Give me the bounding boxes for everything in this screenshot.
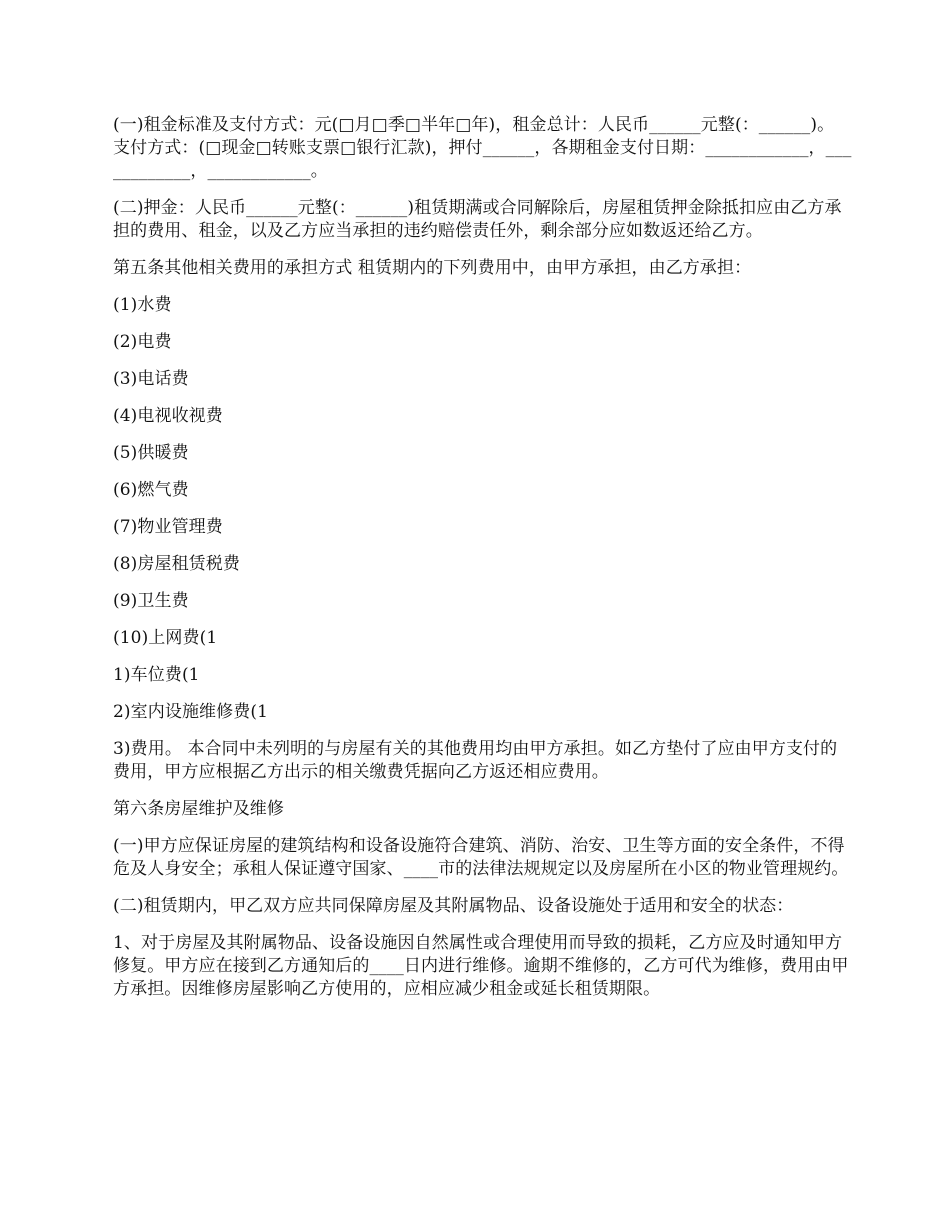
list-item: (4)电视收视费 xyxy=(113,406,223,426)
paragraph-rent-standard: (一)租金标准及支付方式：元(□月□季□半年□年)，租金总计：人民币______元整(：______)。 支付方式：(□现金□转账支票□银行汇款)，押付______，各期租金支付日期：____________，____________，____________。 xyxy=(113,115,852,181)
list-item: (6)燃气费 xyxy=(113,480,189,500)
paragraph-maintenance: (二)租赁期内，甲乙双方应共同保障房屋及其附属物品、设备设施处于适用和安全的状态： xyxy=(113,896,794,916)
list-item: (10)上网费(1 xyxy=(113,628,218,648)
list-item: (8)房屋租赁税费 xyxy=(113,554,240,574)
document-page xyxy=(113,114,853,1015)
list-item: (9)卫生费 xyxy=(113,591,189,611)
paragraph-safety: (一)甲方应保证房屋的建筑结构和设备设施符合建筑、消防、治安、卫生等方面的安全条件，不得危及人身安全；承租人保证遵守国家、____市的法律法规规定以及房屋所在小区的物业管理规约。 xyxy=(113,836,849,879)
list-item: (7)物业管理费 xyxy=(113,517,223,537)
list-item: (2)电费 xyxy=(113,332,172,352)
paragraph-article-6: 第六条房屋维护及维修 xyxy=(113,799,284,819)
list-item: (1)水费 xyxy=(113,295,172,315)
paragraph-deposit: (二)押金：人民币______元整(：______)租赁期满或合同解除后，房屋租赁押金除抵扣应由乙方承担的费用、租金，以及乙方应当承担的违约赔偿责任外，剩余部分应如数返还给乙方。 xyxy=(113,198,842,241)
list-item: (3)电话费 xyxy=(113,369,189,389)
list-item: (5)供暖费 xyxy=(113,443,189,463)
paragraph-article-5: 第五条其他相关费用的承担方式 租赁期内的下列费用中，由甲方承担，由乙方承担： xyxy=(113,258,752,278)
paragraph-other-fees: 3)费用。 本合同中未列明的与房屋有关的其他费用均由甲方承担。如乙方垫付了应由甲方支付的费用，甲方应根据乙方出示的相关缴费凭据向乙方返还相应费用。 xyxy=(113,739,838,782)
list-item: 1)车位费(1 xyxy=(113,665,200,685)
list-item: 2)室内设施维修费(1 xyxy=(113,702,268,722)
paragraph-repair: 1、对于房屋及其附属物品、设备设施因自然属性或合理使用而导致的损耗，乙方应及时通知甲方修复。甲方应在接到乙方通知后的____日内进行维修。逾期不维修的，乙方可代为维修，费用由甲方承担。因维修房屋影响乙方使用的，应相应减少租金或延长租赁期限。 xyxy=(113,933,849,999)
